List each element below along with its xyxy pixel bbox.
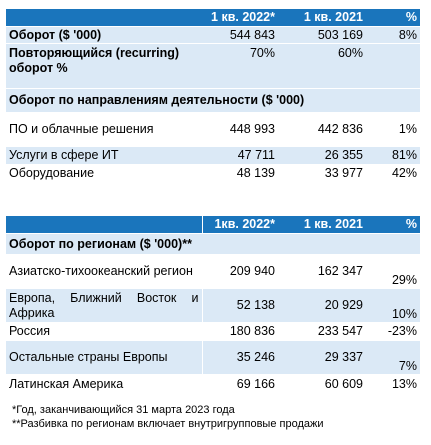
row-pct: 29% xyxy=(366,255,420,289)
row-pct: 13% xyxy=(366,375,420,395)
turnover-row xyxy=(6,27,420,44)
table-row xyxy=(6,341,420,375)
table-row xyxy=(6,289,420,323)
row-q2022: 70% xyxy=(190,44,278,89)
row-label: Повторяющийся (recurring) оборот % xyxy=(6,44,190,89)
row-q2021: 503 169 xyxy=(278,27,366,44)
turnover-table xyxy=(6,9,420,183)
row-q2021: 20 929 xyxy=(278,289,366,323)
row-label: Латинская Америка xyxy=(6,375,202,395)
section-title: Оборот по регионам ($ '000)** xyxy=(6,234,420,255)
row-q2022: 47 711 xyxy=(190,147,278,165)
row-q2021: 233 547 xyxy=(278,323,366,341)
row-q2022: 544 843 xyxy=(190,27,278,44)
row-pct: -23% xyxy=(366,323,420,341)
row-q2021: 26 355 xyxy=(278,147,366,165)
header-q2021: 1 кв. 2021 xyxy=(278,216,366,234)
row-pct: 8% xyxy=(366,27,420,44)
table-header xyxy=(6,216,420,234)
row-q2021: 442 836 xyxy=(278,113,366,147)
header-cell xyxy=(6,9,190,27)
row-q2022: 48 139 xyxy=(190,165,278,183)
row-q2021: 162 347 xyxy=(278,255,366,289)
regions-table xyxy=(6,216,420,395)
row-label: Россия xyxy=(6,323,202,341)
footnote-regions: **Разбивка по регионам включает внутригрупповые продажи xyxy=(12,418,324,430)
header-pct: % xyxy=(366,9,420,27)
row-label: Оборот ($ '000) xyxy=(6,27,190,44)
header-q2022: 1 кв. 2022* xyxy=(190,9,278,27)
row-pct: 7% xyxy=(366,341,420,375)
row-pct: 10% xyxy=(366,289,420,323)
row-pct xyxy=(366,44,420,89)
row-label: Европа, Ближний Восток и Африка xyxy=(6,289,202,323)
header-q2021: 1 кв. 2021 xyxy=(278,9,366,27)
row-q2021: 33 977 xyxy=(278,165,366,183)
table-row xyxy=(6,255,420,289)
section-title: Оборот по направлениям деятельности ($ '000) xyxy=(6,89,420,113)
recurring-row xyxy=(6,44,420,89)
row-label: Остальные страны Европы xyxy=(6,341,202,375)
row-pct: 1% xyxy=(366,113,420,147)
row-label: Оборудование xyxy=(6,165,190,183)
row-label: Услуги в сфере ИТ xyxy=(6,147,190,165)
header-cell xyxy=(6,216,202,234)
row-q2021: 29 337 xyxy=(278,341,366,375)
section-row xyxy=(6,89,420,113)
table-row xyxy=(6,147,420,165)
row-q2021: 60% xyxy=(278,44,366,89)
row-pct: 81% xyxy=(366,147,420,165)
row-label: Азиатско-тихоокеанский регион xyxy=(6,255,202,289)
row-q2022: 209 940 xyxy=(202,255,278,289)
table-row xyxy=(6,375,420,395)
header-pct: % xyxy=(366,216,420,234)
row-q2022: 69 166 xyxy=(202,375,278,395)
row-q2022: 180 836 xyxy=(202,323,278,341)
header-q2022: 1кв. 2022* xyxy=(202,216,278,234)
row-q2022: 448 993 xyxy=(190,113,278,147)
table-row xyxy=(6,113,420,147)
footnote-year: *Год, заканчивающийся 31 марта 2023 года xyxy=(12,404,235,416)
row-q2021: 60 609 xyxy=(278,375,366,395)
table-header xyxy=(6,9,420,27)
row-q2022: 35 246 xyxy=(202,341,278,375)
row-label: ПО и облачные решения xyxy=(6,113,190,147)
row-pct: 42% xyxy=(366,165,420,183)
table-row xyxy=(6,165,420,183)
section-row xyxy=(6,234,420,255)
table-row xyxy=(6,323,420,341)
row-q2022: 52 138 xyxy=(202,289,278,323)
